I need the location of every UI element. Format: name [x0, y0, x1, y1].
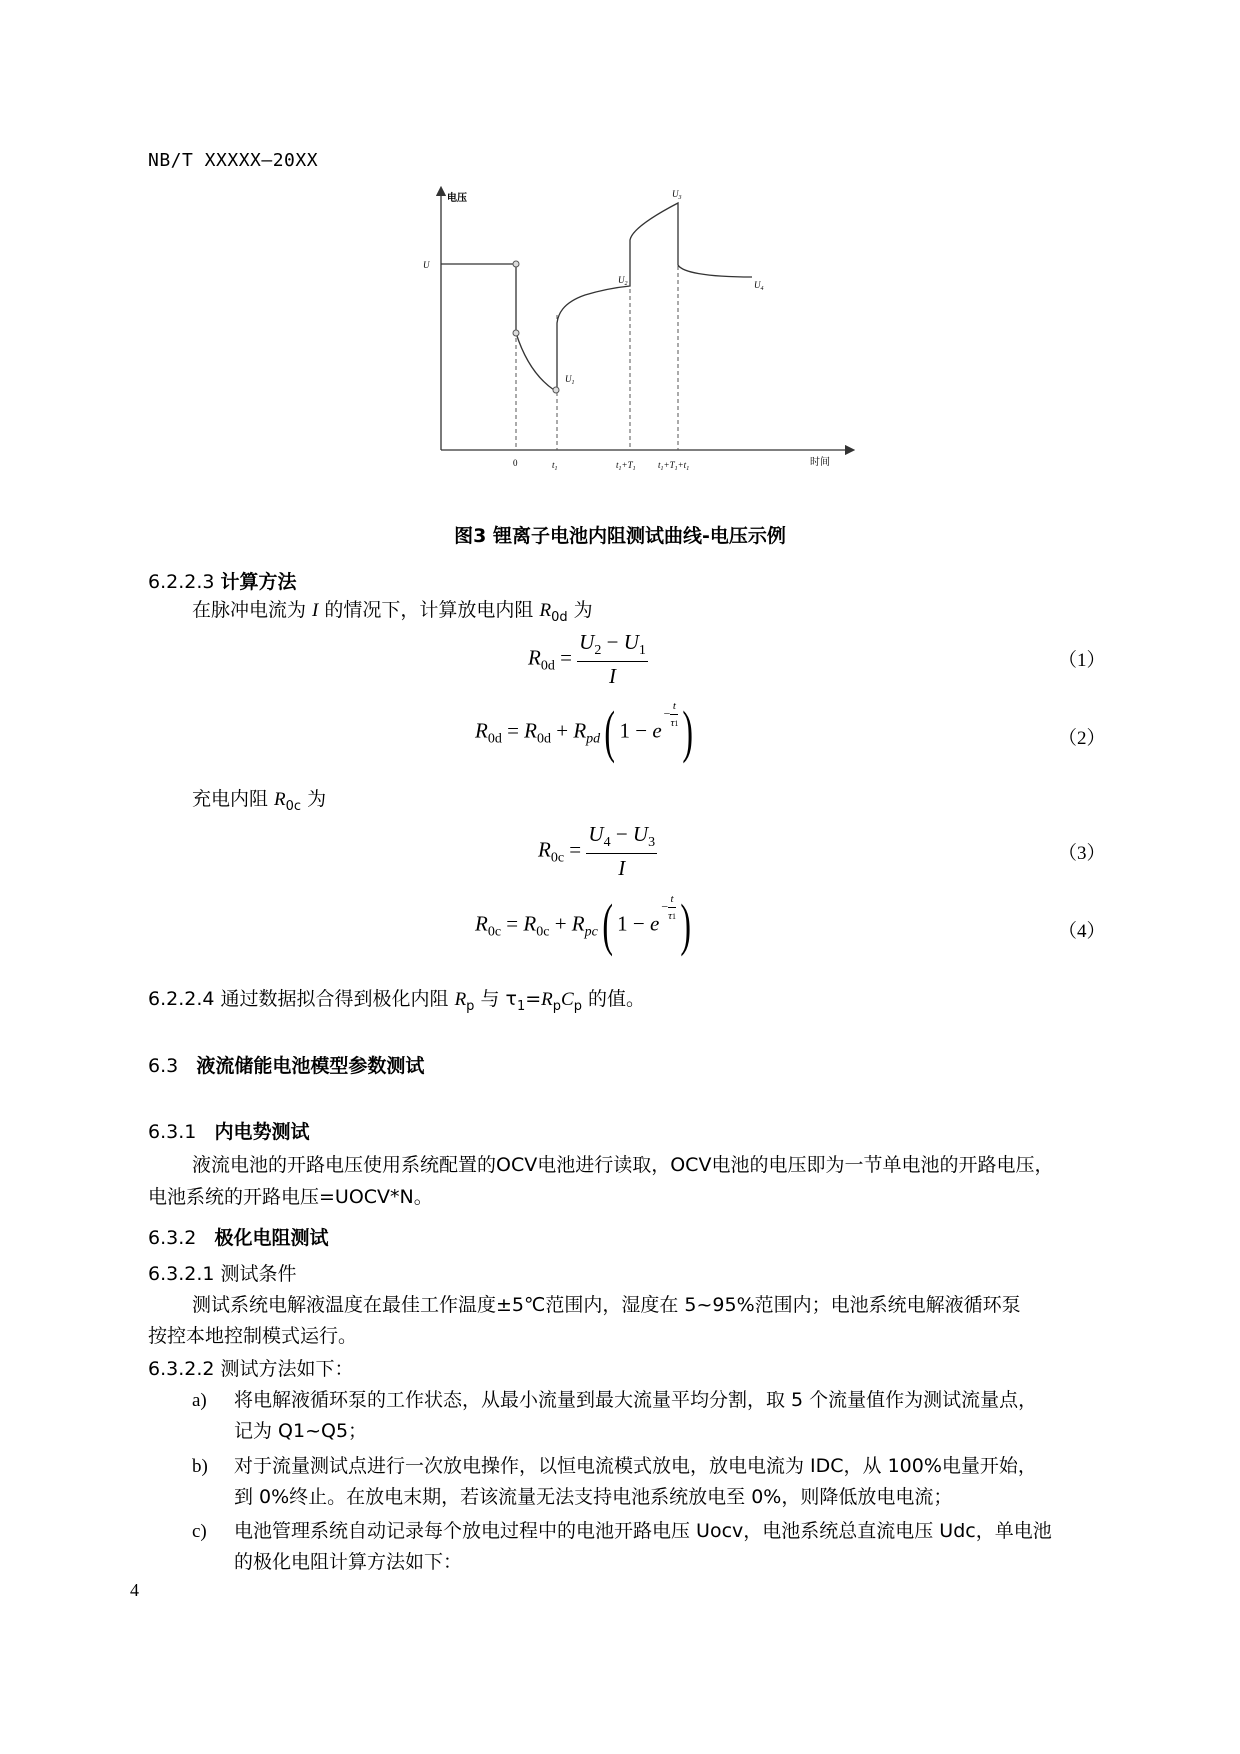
label-u2: $U_2$	[618, 275, 628, 287]
equation-2: $R_{0d} = R_{0d} + R_{pd}$( 1 − e− $\frac{t}{\tau 1}$ )	[475, 699, 694, 765]
y-axis-label: 电压	[447, 193, 467, 204]
section-6-3-2-2: 6.3.2.2 测试方法如下：	[148, 1358, 354, 1380]
section-6-3-2-1: 6.3.2.1 测试条件	[148, 1263, 297, 1285]
label-u4: $U_4$	[754, 280, 764, 292]
point-drop	[513, 330, 519, 336]
item-b-line2: 到 0%终止。在放电末期，若该流量无法支持电池系统放电至 0%，则降低放电电流；	[234, 1486, 953, 1508]
item-b-label: b)	[192, 1456, 208, 1477]
item-b-line1: 对于流量测试点进行一次放电操作，以恒电流模式放电，放电电流为 IDC，从 100%电量开始，	[234, 1455, 1037, 1477]
label-u: U	[423, 260, 430, 270]
tick-t1T1: $t_1+T_1$	[616, 460, 636, 472]
item-c-line1: 电池管理系统自动记录每个放电过程中的电池开路电压 Uocv，电池系统总直流电压 Udc，单电池	[234, 1520, 1052, 1542]
label-u3: $U_3$	[672, 189, 682, 201]
para-631-line2: 电池系统的开路电压=UOCV*N。	[148, 1186, 433, 1208]
item-a-line2: 记为 Q1~Q5；	[234, 1420, 368, 1442]
equation-3-number: （3）	[1058, 843, 1106, 864]
equation-4: $R_{0c} = R_{0c} + R_{pc}$( 1 − e− $\frac{t}{\tau 1}$ )	[475, 892, 692, 958]
section-number: 6.2.2.3	[148, 571, 215, 593]
section-6-3-1: 6.3.1 内电势测试	[148, 1121, 310, 1143]
section-title: 计算方法	[220, 571, 297, 593]
charge-intro: 充电内阻 $R_{0c}$ 为	[192, 788, 327, 814]
figure-caption: 图3 锂离子电池内阻测试曲线-电压示例	[454, 525, 786, 547]
section-6-3: 6.3 液流储能电池模型参数测试	[148, 1055, 425, 1077]
section-6-2-2-3	[148, 567, 297, 594]
para-6321-line2: 按控本地控制模式运行。	[148, 1325, 358, 1347]
section-6-2-2-4: 6.2.2.4 通过数据拟合得到极化内阻 $R_p$ 与 $\tau_1=R_pC_p$ 的值。	[148, 988, 646, 1014]
equation-4-number: （4）	[1058, 921, 1106, 942]
section-6-3-2: 6.3.2 极化电阻测试	[148, 1227, 329, 1249]
x-axis-label: 时间	[810, 457, 830, 468]
label-u1: $U_1$	[565, 374, 575, 386]
item-c-line2: 的极化电阻计算方法如下：	[234, 1551, 463, 1573]
point-u1	[553, 387, 559, 393]
voltage-curve-figure	[420, 185, 860, 485]
para-631-line1: 液流电池的开路电压使用系统配置的OCV电池进行读取，OCV电池的电压即为一节单电池的开路电压，	[192, 1154, 1054, 1176]
page-number: 4	[130, 1580, 139, 1600]
doc-code-header: NB/T XXXXX—20XX	[148, 150, 319, 171]
equation-1: $R_{0d}$ = $\frac{U_2 - U_1}{I}$	[528, 630, 646, 688]
tick-0: 0	[513, 458, 518, 468]
voltage-curve	[441, 203, 752, 390]
equation-1-number: （1）	[1058, 650, 1106, 671]
item-c-label: c)	[192, 1521, 207, 1542]
equation-2-number: （2）	[1058, 728, 1106, 749]
equation-3: $R_{0c}$ = $\frac{U_4 - U_3}{I}$	[538, 822, 656, 880]
point-u	[513, 261, 519, 267]
item-a-label: a)	[192, 1390, 207, 1411]
item-a-line1: 将电解液循环泵的工作状态，从最小流量到最大流量平均分割，取 5 个流量值作为测试流量点，	[234, 1389, 1038, 1411]
tick-t1T1t1: $t_1+T_1+t_1$	[658, 460, 690, 472]
para-6321-line1: 测试系统电解液温度在最佳工作温度±5℃范围内，湿度在 5~95%范围内；电池系统电解液循环泵	[192, 1294, 1021, 1316]
discharge-intro: 在脉冲电流为 I 的情况下，计算放电内阻 $R_{0d}$ 为	[192, 599, 593, 625]
tick-t1: $t_1$	[552, 460, 558, 472]
